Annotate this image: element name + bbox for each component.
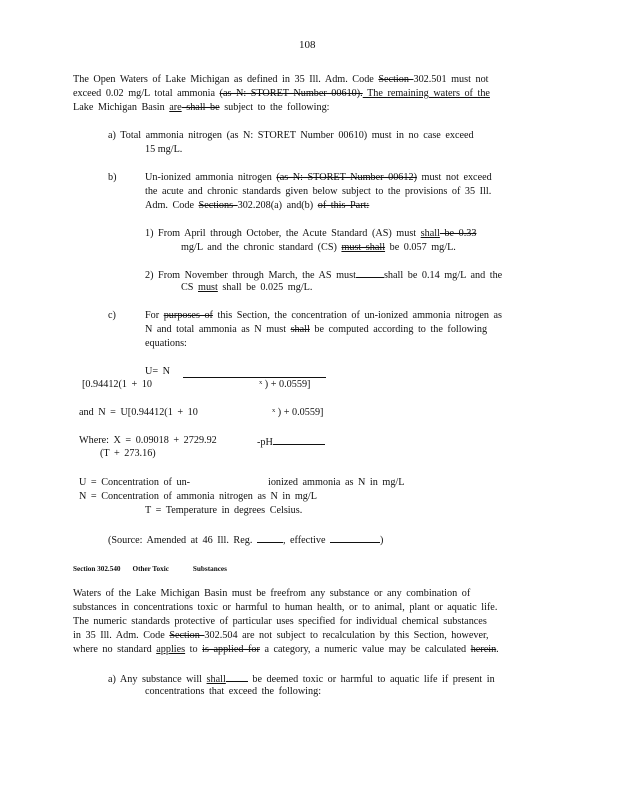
definition-u-b: ionized ammonia as N in mg/L bbox=[268, 477, 405, 488]
equation-n-a: and N = U[0.94412(1 + 10 bbox=[79, 407, 198, 418]
item-c-line-2: N and total ammonia as N must shall be computed according to the following bbox=[145, 324, 488, 335]
item-b-sub1-line-1: 1) From April through October, the Acute Standard (AS) must shall be 0.33 bbox=[145, 228, 477, 239]
section-item-a-line-1: a) Any substance will shall be deemed toxic or harmful to aquatic life if present in bbox=[108, 674, 495, 685]
intro-line-2: exceed 0.02 mg/L total ammonia (as N: STORET Number 00610). The remaining waters of the bbox=[73, 88, 490, 99]
item-b-line-3: Adm. Code Sections 302.208(a) and(b) of this Part: bbox=[145, 200, 370, 211]
source-citation: (Source: Amended at 46 Ill. Reg. , effective ) bbox=[108, 535, 384, 546]
item-b-sub1-line-2: mg/L and the chronic standard (CS) must shall be 0.057 mg/L. bbox=[181, 242, 456, 253]
item-b-line-1: Un-ionized ammonia nitrogen (as N: STORET Number 00612) must not exceed bbox=[145, 172, 492, 183]
equation-u-denominator-a: [0.94412(1 + 10 bbox=[82, 379, 153, 390]
equation-n-b: $^x$ ) + 0.0559] bbox=[272, 407, 324, 418]
intro-line-1: The Open Waters of Lake Michigan as defined in 35 Ill. Adm. Code Section 302.501 must not bbox=[73, 74, 489, 85]
page-number: 108 bbox=[299, 39, 316, 51]
equation-u-denominator-b: $^x$ ) + 0.0559] bbox=[259, 379, 311, 390]
definition-n: N = Concentration of ammonia nitrogen as N in mg/L bbox=[79, 491, 317, 502]
section-heading: Section 302.540 Other Toxic Substances bbox=[73, 565, 227, 573]
equation-where-a: Where: X = 0.09018 + 2729.92 bbox=[79, 435, 217, 446]
item-b-label: b) bbox=[108, 172, 117, 183]
item-b-line-2: the acute and chronic standards given below subject to the provisions of 35 Ill. bbox=[145, 186, 492, 197]
section-line-4: in 35 Ill. Adm. Code Section 302.504 are not subject to recalculation by this Section, however, bbox=[73, 630, 489, 641]
definition-t: T = Temperature in degrees Celsius. bbox=[145, 505, 303, 516]
item-c-line-1: For purposes of this Section, the concentration of un-ionized ammonia nitrogen as bbox=[145, 310, 502, 321]
item-c-label: c) bbox=[108, 310, 116, 321]
item-b-sub2-line-2: CS must shall be 0.025 mg/L. bbox=[181, 282, 313, 293]
fraction-bar bbox=[183, 377, 326, 378]
intro-line-3: Lake Michigan Basin are shall be subject to the following: bbox=[73, 102, 330, 113]
section-line-1: Waters of the Lake Michigan Basin must be freefrom any substance or any combination of bbox=[73, 588, 471, 599]
section-line-2: substances in concentrations toxic or harmful to human health, or to animal, plant or aquatic life. bbox=[73, 602, 498, 613]
definition-u-a: U = Concentration of un- bbox=[79, 477, 191, 488]
item-c-line-3: equations: bbox=[145, 338, 187, 349]
item-b-sub2-line-1: 2) From November through March, the AS must shall be 0.14 mg/L and the bbox=[145, 270, 503, 281]
item-a-line-2: 15 mg/L. bbox=[145, 144, 183, 155]
equation-where-b: -pH bbox=[257, 435, 325, 449]
equation-where-denominator: (T + 273.16) bbox=[100, 448, 156, 459]
section-line-5: where no standard applies to is applied for a category, a numeric value may be calculated herein. bbox=[73, 644, 499, 655]
item-a-line-1: a) Total ammonia nitrogen (as N: STORET Number 00610) must in no case exceed bbox=[108, 130, 474, 141]
section-item-a-line-2: concentrations that exceed the following: bbox=[145, 686, 322, 697]
equation-u: U= N bbox=[145, 366, 171, 377]
section-line-3: The numeric standards protective of particular uses specified for individual chemical substances bbox=[73, 616, 487, 627]
